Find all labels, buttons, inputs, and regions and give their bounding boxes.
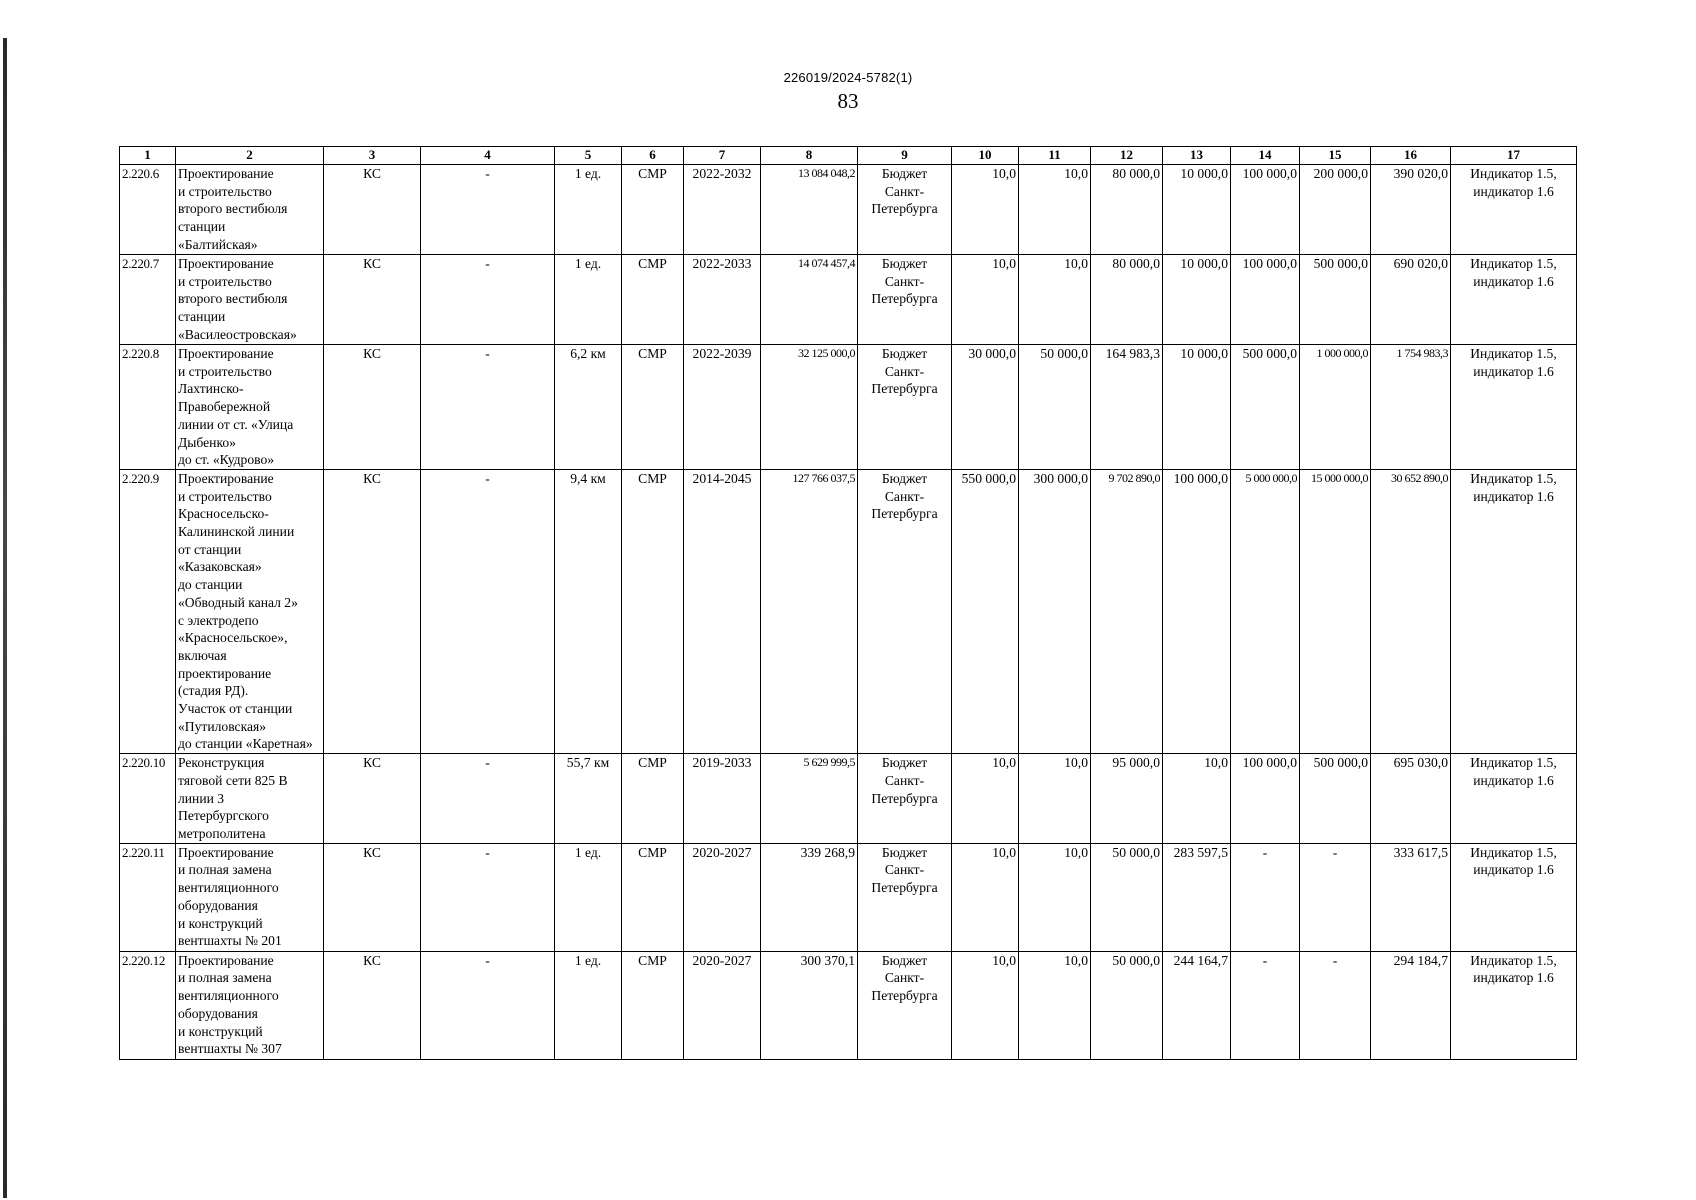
row-source-cell: Бюджет Санкт- Петербурга <box>858 951 952 1059</box>
row-total-cost-cell: 14 074 457,4 <box>761 255 858 345</box>
row-period-cell: 2014-2045 <box>684 469 761 753</box>
row-source-cell: Бюджет Санкт- Петербурга <box>858 165 952 255</box>
row-indicator-cell: Индикатор 1.5, индикатор 1.6 <box>1451 951 1577 1059</box>
column-number: 10 <box>952 147 1019 165</box>
row-col12-cell: 9 702 890,0 <box>1091 469 1163 753</box>
row-type-cell: КС <box>324 843 421 951</box>
column-number: 6 <box>622 147 684 165</box>
column-number: 1 <box>120 147 176 165</box>
row-capacity-cell: 9,4 км <box>555 469 622 753</box>
row-source-cell: Бюджет Санкт- Петербурга <box>858 843 952 951</box>
row-col15-cell: 500 000,0 <box>1300 255 1371 345</box>
row-col10-cell: 10,0 <box>952 843 1019 951</box>
row-col16-cell: 333 617,5 <box>1371 843 1451 951</box>
row-col13-cell: 244 164,7 <box>1163 951 1231 1059</box>
row-period-cell: 2022-2032 <box>684 165 761 255</box>
row-type-cell: КС <box>324 345 421 470</box>
row-id-cell: 2.220.9 <box>120 469 176 753</box>
row-work-type-cell: СМР <box>622 165 684 255</box>
table-row <box>120 345 1577 470</box>
column-number: 7 <box>684 147 761 165</box>
row-col14-cell: - <box>1231 951 1300 1059</box>
page-number: 83 <box>837 89 859 113</box>
row-period-cell: 2020-2027 <box>684 951 761 1059</box>
row-col14-cell: 100 000,0 <box>1231 165 1300 255</box>
row-work-type-cell: СМР <box>622 754 684 844</box>
row-col15-cell: - <box>1300 843 1371 951</box>
row-total-cost-cell: 13 084 048,2 <box>761 165 858 255</box>
row-name-cell: Проектирование и строительство второго вестибюля станции «Балтийская» <box>176 165 324 255</box>
row-name-cell: Проектирование и полная замена вентиляционного оборудования и конструкций вентшахты № 201 <box>176 843 324 951</box>
row-col13-cell: 10 000,0 <box>1163 345 1231 470</box>
row-type-cell: КС <box>324 255 421 345</box>
row-indicator-cell: Индикатор 1.5, индикатор 1.6 <box>1451 255 1577 345</box>
row-col4-cell: - <box>421 843 555 951</box>
row-work-type-cell: СМР <box>622 469 684 753</box>
row-col15-cell: 15 000 000,0 <box>1300 469 1371 753</box>
row-indicator-cell: Индикатор 1.5, индикатор 1.6 <box>1451 843 1577 951</box>
row-id-cell: 2.220.12 <box>120 951 176 1059</box>
row-name-cell: Проектирование и полная замена вентиляционного оборудования и конструкций вентшахты № 307 <box>176 951 324 1059</box>
row-col15-cell: 200 000,0 <box>1300 165 1371 255</box>
document-code: 226019/2024-5782(1) <box>783 70 913 85</box>
row-period-cell: 2022-2033 <box>684 255 761 345</box>
row-total-cost-cell: 32 125 000,0 <box>761 345 858 470</box>
row-col11-cell: 300 000,0 <box>1019 469 1091 753</box>
column-number: 9 <box>858 147 952 165</box>
row-capacity-cell: 1 ед. <box>555 951 622 1059</box>
row-col12-cell: 95 000,0 <box>1091 754 1163 844</box>
row-col14-cell: 100 000,0 <box>1231 754 1300 844</box>
row-name-cell: Проектирование и строительство Лахтинско- Правобережной линии от ст. «Улица Дыбенко» до ст. «Кудрово» <box>176 345 324 470</box>
row-col14-cell: 5 000 000,0 <box>1231 469 1300 753</box>
row-work-type-cell: СМР <box>622 951 684 1059</box>
column-number: 4 <box>421 147 555 165</box>
row-capacity-cell: 6,2 км <box>555 345 622 470</box>
column-number: 12 <box>1091 147 1163 165</box>
table-row <box>120 754 1577 844</box>
row-col4-cell: - <box>421 165 555 255</box>
scan-edge <box>3 38 7 1198</box>
row-col12-cell: 50 000,0 <box>1091 951 1163 1059</box>
row-type-cell: КС <box>324 469 421 753</box>
row-work-type-cell: СМР <box>622 843 684 951</box>
row-col4-cell: - <box>421 255 555 345</box>
row-col13-cell: 283 597,5 <box>1163 843 1231 951</box>
row-col10-cell: 550 000,0 <box>952 469 1019 753</box>
row-col16-cell: 695 030,0 <box>1371 754 1451 844</box>
row-col10-cell: 30 000,0 <box>952 345 1019 470</box>
row-name-cell: Проектирование и строительство второго вестибюля станции «Василеостровская» <box>176 255 324 345</box>
row-col11-cell: 50 000,0 <box>1019 345 1091 470</box>
row-total-cost-cell: 5 629 999,5 <box>761 754 858 844</box>
row-col15-cell: 500 000,0 <box>1300 754 1371 844</box>
row-col16-cell: 1 754 983,3 <box>1371 345 1451 470</box>
data-table <box>119 146 1577 1060</box>
row-col13-cell: 10 000,0 <box>1163 165 1231 255</box>
row-period-cell: 2022-2039 <box>684 345 761 470</box>
row-indicator-cell: Индикатор 1.5, индикатор 1.6 <box>1451 345 1577 470</box>
row-col10-cell: 10,0 <box>952 255 1019 345</box>
row-capacity-cell: 1 ед. <box>555 165 622 255</box>
row-id-cell: 2.220.11 <box>120 843 176 951</box>
row-source-cell: Бюджет Санкт- Петербурга <box>858 754 952 844</box>
table-row <box>120 951 1577 1059</box>
row-work-type-cell: СМР <box>622 255 684 345</box>
row-type-cell: КС <box>324 754 421 844</box>
row-source-cell: Бюджет Санкт- Петербурга <box>858 345 952 470</box>
row-id-cell: 2.220.7 <box>120 255 176 345</box>
row-indicator-cell: Индикатор 1.5, индикатор 1.6 <box>1451 165 1577 255</box>
row-id-cell: 2.220.8 <box>120 345 176 470</box>
row-col14-cell: 100 000,0 <box>1231 255 1300 345</box>
row-id-cell: 2.220.10 <box>120 754 176 844</box>
table-row <box>120 165 1577 255</box>
row-col12-cell: 80 000,0 <box>1091 165 1163 255</box>
column-number: 5 <box>555 147 622 165</box>
column-number: 11 <box>1019 147 1091 165</box>
table-row <box>120 843 1577 951</box>
row-total-cost-cell: 127 766 037,5 <box>761 469 858 753</box>
row-source-cell: Бюджет Санкт- Петербурга <box>858 469 952 753</box>
row-work-type-cell: СМР <box>622 345 684 470</box>
table-row <box>120 469 1577 753</box>
row-col11-cell: 10,0 <box>1019 165 1091 255</box>
row-id-cell: 2.220.6 <box>120 165 176 255</box>
row-col11-cell: 10,0 <box>1019 843 1091 951</box>
row-col12-cell: 50 000,0 <box>1091 843 1163 951</box>
row-indicator-cell: Индикатор 1.5, индикатор 1.6 <box>1451 469 1577 753</box>
row-col16-cell: 294 184,7 <box>1371 951 1451 1059</box>
row-capacity-cell: 55,7 км <box>555 754 622 844</box>
row-col12-cell: 164 983,3 <box>1091 345 1163 470</box>
row-col16-cell: 690 020,0 <box>1371 255 1451 345</box>
column-number: 14 <box>1231 147 1300 165</box>
row-col10-cell: 10,0 <box>952 165 1019 255</box>
row-col13-cell: 100 000,0 <box>1163 469 1231 753</box>
row-indicator-cell: Индикатор 1.5, индикатор 1.6 <box>1451 754 1577 844</box>
row-col4-cell: - <box>421 469 555 753</box>
row-col11-cell: 10,0 <box>1019 754 1091 844</box>
row-col11-cell: 10,0 <box>1019 255 1091 345</box>
column-number: 15 <box>1300 147 1371 165</box>
table-row <box>120 255 1577 345</box>
row-total-cost-cell: 339 268,9 <box>761 843 858 951</box>
row-period-cell: 2019-2033 <box>684 754 761 844</box>
row-col15-cell: - <box>1300 951 1371 1059</box>
row-capacity-cell: 1 ед. <box>555 255 622 345</box>
row-col11-cell: 10,0 <box>1019 951 1091 1059</box>
row-col16-cell: 30 652 890,0 <box>1371 469 1451 753</box>
row-col14-cell: 500 000,0 <box>1231 345 1300 470</box>
row-col16-cell: 390 020,0 <box>1371 165 1451 255</box>
column-number: 3 <box>324 147 421 165</box>
row-col4-cell: - <box>421 754 555 844</box>
row-col4-cell: - <box>421 951 555 1059</box>
row-col10-cell: 10,0 <box>952 754 1019 844</box>
row-capacity-cell: 1 ед. <box>555 843 622 951</box>
row-col13-cell: 10 000,0 <box>1163 255 1231 345</box>
row-col13-cell: 10,0 <box>1163 754 1231 844</box>
column-number: 13 <box>1163 147 1231 165</box>
row-source-cell: Бюджет Санкт- Петербурга <box>858 255 952 345</box>
row-total-cost-cell: 300 370,1 <box>761 951 858 1059</box>
row-col14-cell: - <box>1231 843 1300 951</box>
row-period-cell: 2020-2027 <box>684 843 761 951</box>
row-type-cell: КС <box>324 951 421 1059</box>
column-number: 16 <box>1371 147 1451 165</box>
row-name-cell: Реконструкция тяговой сети 825 В линии 3 Петербургского метрополитена <box>176 754 324 844</box>
row-col12-cell: 80 000,0 <box>1091 255 1163 345</box>
column-number: 8 <box>761 147 858 165</box>
row-col10-cell: 10,0 <box>952 951 1019 1059</box>
row-col15-cell: 1 000 000,0 <box>1300 345 1371 470</box>
row-name-cell: Проектирование и строительство Красносельско- Калининской линии от станции «Казаковская» до станции «Обводный канал 2» с электродепо «Красносельское», включая проектирование (стадия РД). Участок от станции «Путиловская» до станции «Каретная» <box>176 469 324 753</box>
column-number-row <box>120 147 1577 165</box>
row-type-cell: КС <box>324 165 421 255</box>
column-number: 2 <box>176 147 324 165</box>
column-number: 17 <box>1451 147 1577 165</box>
row-col4-cell: - <box>421 345 555 470</box>
